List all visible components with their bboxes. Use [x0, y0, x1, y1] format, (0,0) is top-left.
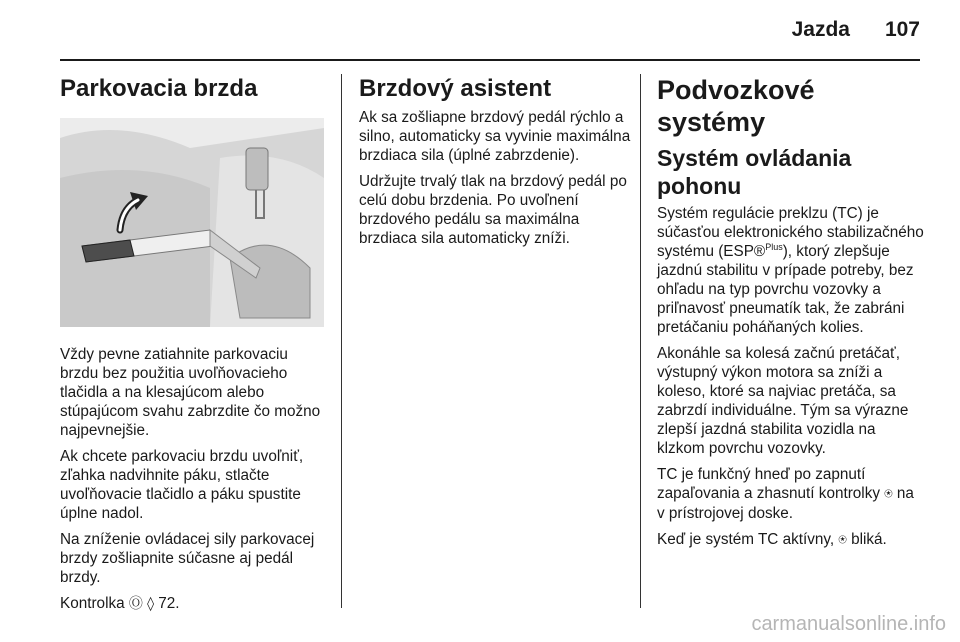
- tc-text: Keď je systém TC aktívny,: [657, 531, 835, 548]
- column-divider: [341, 74, 342, 608]
- heading-chassis-systems: Podvozkové systémy: [657, 75, 815, 137]
- page-reference-icon: ◊: [147, 596, 155, 612]
- warning-light-reference: [60, 594, 328, 614]
- handbrake-figure: [60, 118, 324, 327]
- section-title: Jazda: [791, 18, 850, 41]
- tc-text: bliká.: [851, 531, 887, 548]
- brake-assist-paragraph: Ak sa zošliapne brzdový pedál rýchlo a silno, automaticky sa vyvinie maximálna brzdiaca sila (úplné zabrzdenie).: [359, 109, 631, 164]
- column-divider: [640, 74, 641, 608]
- handbrake-lever-illustration: [60, 118, 324, 327]
- heading-parking-brake: Parkovacia brzda: [60, 75, 258, 102]
- tc-warning-icon: ⍟: [884, 486, 893, 502]
- brake-assist-paragraph: Udržujte trvalý tlak na brzdový pedál po celú dobu brzdenia. Po uvoľnení brzdového pedálu sa maximálna brzdiaca sila automaticky zníži.: [359, 173, 627, 247]
- esp-plus-superscript: Plus: [765, 241, 783, 252]
- brake-warning-icon: Ⓞ: [128, 596, 143, 612]
- parking-brake-paragraph: Na zníženie ovládacej sily parkovacej brzdy zošliapnite súčasne aj pedál brzdy.: [60, 531, 315, 586]
- column-brake-assist: [359, 74, 631, 255]
- watermark: carmanualsonline.info: [751, 613, 946, 635]
- heading-brake-assist: Brzdový asistent: [359, 75, 552, 102]
- traction-control-paragraph: [657, 465, 925, 523]
- page-reference[interactable]: 72.: [158, 595, 180, 612]
- parking-brake-paragraph: Vždy pevne zatiahnite parkovaciu brzdu bez použitia uvoľňovacieho tlačidla a na klesajúcom alebo stúpajúcom svahu zabrzdite čo možno najpevnejšie.: [60, 346, 321, 439]
- parking-brake-paragraph: Ak chcete parkovaciu brzdu uvoľniť, zľahka nadvihnite páku, stlačte uvoľňovacie tlačidlo a páku spustite úplne nadol.: [60, 448, 304, 522]
- warning-light-label: Kontrolka: [60, 595, 125, 612]
- heading-traction-control: Systém ovládania pohonu: [657, 145, 852, 199]
- tc-warning-icon: ⍟: [838, 532, 847, 548]
- tc-text: ), ktorý zlepšuje jazdnú stabilitu v prípade potreby, bez ohľadu na typ povrchu vozovky a priľnavosť pneumatík tak, že zabráni pretáčaniu poháňaných kolies.: [657, 243, 914, 336]
- tc-text: TC je funkčný hneď po zapnutí zapaľovania a zhasnutí kontrolky: [657, 466, 880, 502]
- column-parking-brake: [60, 74, 328, 621]
- tc-text: Systém regulácie preklzu (TC) je súčasťou elektronického stabilizačného systému (ESP®: [657, 205, 924, 260]
- traction-control-paragraph: [657, 530, 925, 550]
- traction-control-paragraph: Akonáhle sa kolesá začnú pretáčať, výstupný výkon motora sa zníži a koleso, ktoré sa najviac pretáča, sa zabrzdí individuálne. Tým sa výrazne zlepší jazdná stabilita vozidla na klzkom povrchu vozovky.: [657, 345, 909, 457]
- page-number: 107: [884, 18, 920, 41]
- column-chassis-systems: [657, 74, 925, 557]
- traction-control-paragraph: [657, 204, 925, 337]
- tc-text: na v prístrojovej doske.: [657, 485, 914, 522]
- header-rule: [60, 59, 920, 61]
